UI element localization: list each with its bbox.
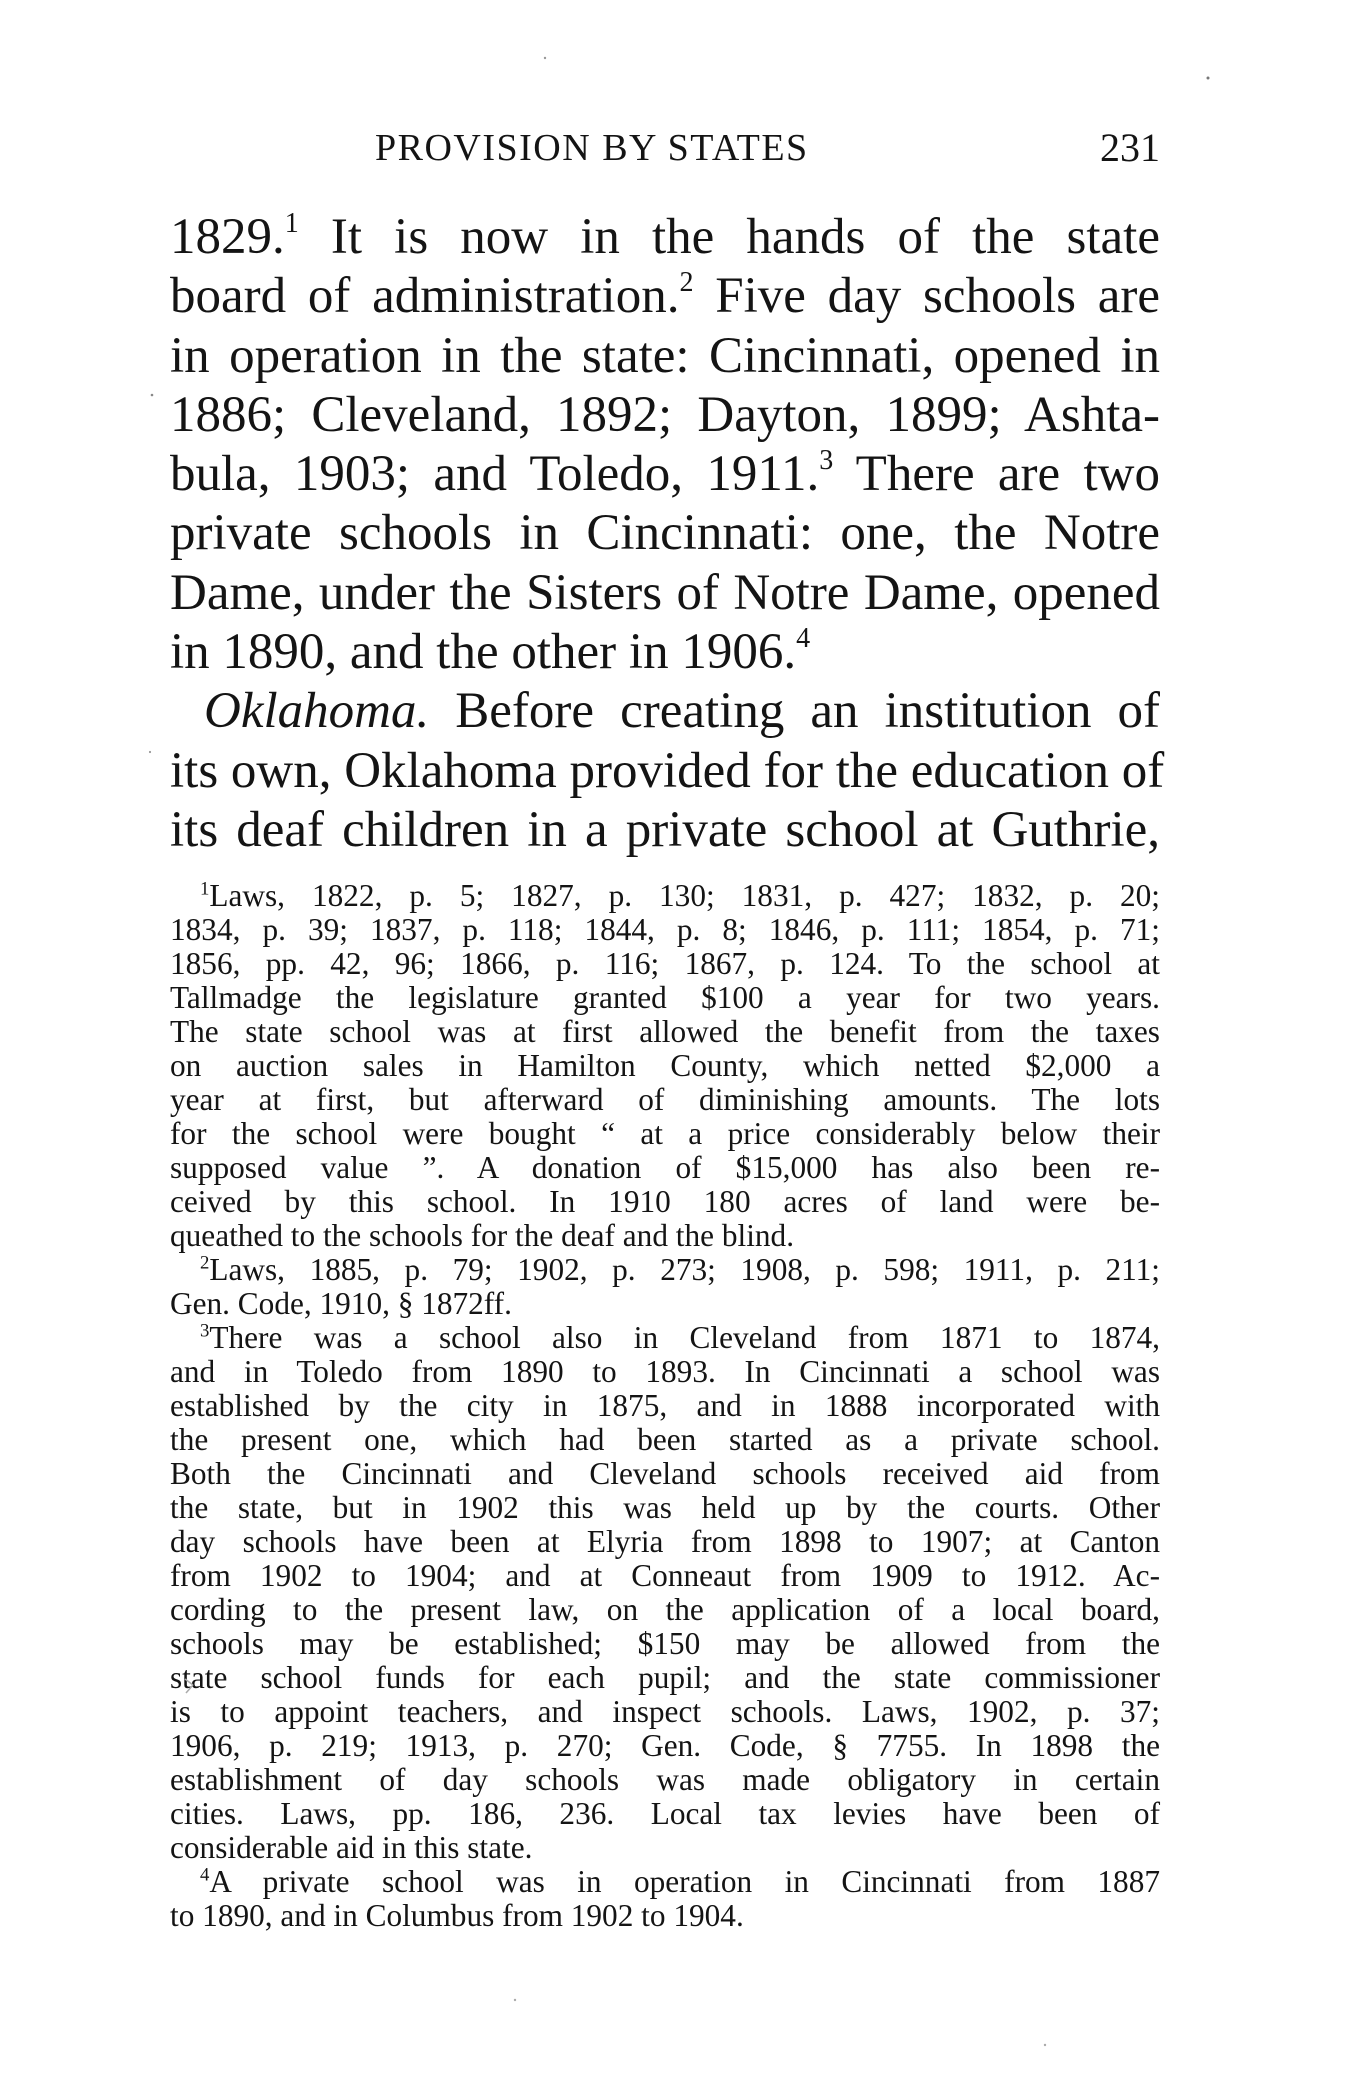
- body-text-run: Dame, under the Sisters of Notre Dame, opened: [170, 564, 1160, 621]
- running-head: [170, 118, 1160, 178]
- footnote-line: [170, 947, 1160, 981]
- footnote-line: [170, 1321, 1160, 1355]
- footnote-text: Laws, 1885, p. 79; 1902, p. 273; 1908, p. 598; 1911, p. 211;: [209, 1252, 1160, 1287]
- footnote-reference: 4: [796, 623, 811, 655]
- footnote-text: established by the city in 1875, and in 1888 incorporated with: [170, 1388, 1160, 1423]
- body-line: [170, 682, 1160, 741]
- footnote-text: the state, but in 1902 this was held up by the courts. Other: [170, 1490, 1160, 1525]
- footnote-text: for the school were bought “ at a price considerably below their: [170, 1116, 1160, 1151]
- body-line: [170, 327, 1160, 386]
- footnote-number: 2: [200, 1252, 210, 1274]
- section-heading: Oklahoma.: [204, 683, 430, 740]
- footnote-text: to 1890, and in Columbus from 1902 to 1904.: [170, 1898, 744, 1933]
- footnote-text: schools may be established; $150 may be allowed from the: [170, 1626, 1160, 1661]
- footnote-line: [170, 1695, 1160, 1729]
- footnote-text: A private school was in operation in Cincinnati from 1887: [209, 1864, 1160, 1899]
- speck: [149, 751, 151, 753]
- footnote-line: [170, 1559, 1160, 1593]
- footnote-number: 3: [200, 1320, 210, 1342]
- body-text-run: Before creating an institution of: [429, 683, 1160, 740]
- body-line: [170, 386, 1160, 445]
- speck: [151, 394, 154, 397]
- footnotes: [170, 879, 1160, 1933]
- footnote-line: [170, 1899, 1160, 1933]
- page-number: 231: [1100, 125, 1160, 170]
- footnote-text: Tallmadge the legislature granted $100 a year for two years.: [170, 980, 1160, 1015]
- footnote-text: is to appoint teachers, and inspect schools. Laws, 1902, p. 37;: [170, 1694, 1160, 1729]
- footnote-text: cities. Laws, pp. 186, 236. Local tax levies have been of: [170, 1796, 1160, 1831]
- footnote-line: [170, 1083, 1160, 1117]
- body-text-run: It is now in the hands of the state: [298, 209, 1160, 265]
- footnote-line: [170, 1219, 1160, 1253]
- body-text-run: board of administration.: [170, 268, 680, 325]
- body-text-run: private schools in Cincinnati: one, the Notre: [170, 505, 1160, 562]
- body-text-run: 1886; Cleveland, 1892; Dayton, 1899; Ashta-: [170, 386, 1160, 443]
- footnote-line: [170, 1253, 1160, 1287]
- footnote-reference: 1: [284, 207, 299, 239]
- footnote-text: Laws, 1822, p. 5; 1827, p. 130; 1831, p. 427; 1832, p. 20;: [209, 878, 1160, 913]
- footnote-line: [170, 913, 1160, 947]
- footnote-line: [170, 1015, 1160, 1049]
- body-line: [170, 445, 1160, 504]
- body-text-run: bula, 1903; and Toledo, 1911.: [170, 446, 820, 503]
- footnote-text: establishment of day schools was made obligatory in certain: [170, 1762, 1160, 1797]
- footnote-reference: 3: [819, 445, 834, 477]
- footnote-line: [170, 1287, 1160, 1321]
- footnote-line: [170, 1525, 1160, 1559]
- footnote-text: queathed to the schools for the deaf and the blind.: [170, 1218, 795, 1253]
- footnote-text: on auction sales in Hamilton County, which netted $2,000 a: [170, 1048, 1160, 1083]
- footnote-text: Both the Cincinnati and Cleveland schools received aid from: [170, 1456, 1160, 1491]
- body-line: [170, 504, 1160, 563]
- footnote-text: from 1902 to 1904; and at Conneaut from 1909 to 1912. Ac-: [170, 1558, 1160, 1593]
- footnote-text: considerable aid in this state.: [170, 1830, 533, 1865]
- body-text-run: in operation in the state: Cincinnati, opened in: [170, 327, 1160, 384]
- footnote-text: state school funds for each pupil; and the state commissioner: [170, 1660, 1160, 1695]
- body-text-run: its deaf children in a private school at Guthrie,: [170, 801, 1160, 858]
- footnote-line: [170, 1389, 1160, 1423]
- footnote-line: [170, 1151, 1160, 1185]
- footnote-text: There was a school also in Cleveland from 1871 to 1874,: [209, 1320, 1160, 1355]
- footnote-line: [170, 1729, 1160, 1763]
- body-text-run: 1829.: [170, 209, 285, 265]
- footnote-text: The state school was at first allowed the benefit from the taxes: [170, 1014, 1160, 1049]
- footnote-line: [170, 1797, 1160, 1831]
- footnote-line: [170, 879, 1160, 913]
- body-line: [170, 267, 1160, 326]
- footnote-line: [170, 1593, 1160, 1627]
- speck: [1044, 2044, 1046, 2046]
- body-text-run: There are two: [833, 446, 1160, 503]
- footnote-line: [170, 1457, 1160, 1491]
- footnote-line: [170, 1831, 1160, 1865]
- body-text: [170, 207, 1165, 860]
- running-head-title: PROVISION BY STATES: [375, 127, 809, 169]
- footnote-text: 1856, pp. 42, 96; 1866, p. 116; 1867, p. 124. To the school at: [170, 946, 1160, 981]
- speck: [544, 57, 546, 59]
- footnote-reference: 2: [679, 267, 694, 299]
- body-text-run: Five day schools are: [693, 268, 1160, 325]
- speck: [514, 1999, 516, 2001]
- body-text-run: in 1890, and the other in 1906.: [170, 624, 797, 681]
- footnote-line: [170, 1763, 1160, 1797]
- body-line: [170, 564, 1160, 623]
- footnote-line: [170, 1627, 1160, 1661]
- footnote-line: [170, 1865, 1160, 1899]
- footnote-text: the present one, which had been started as a private school.: [170, 1422, 1160, 1457]
- footnote-line: [170, 1185, 1160, 1219]
- body-line: [170, 208, 1160, 267]
- speck: [1207, 77, 1210, 80]
- body-text-run: its own, Oklahoma provided for the education of: [170, 742, 1165, 799]
- footnote-text: 1906, p. 219; 1913, p. 270; Gen. Code, § 7755. In 1898 the: [170, 1728, 1160, 1763]
- footnote-number: 4: [200, 1864, 210, 1886]
- body-line: [170, 623, 1160, 682]
- footnote-text: supposed value ”. A donation of $15,000 has also been re-: [170, 1150, 1160, 1185]
- body-line: [170, 742, 1165, 801]
- footnote-text: year at first, but afterward of diminishing amounts. The lots: [170, 1082, 1160, 1117]
- footnote-line: [170, 981, 1160, 1015]
- footnote-line: [170, 1355, 1160, 1389]
- footnote-number: 1: [200, 878, 210, 900]
- footnote-line: [170, 1049, 1160, 1083]
- footnote-line: [170, 1491, 1160, 1525]
- footnote-text: and in Toledo from 1890 to 1893. In Cincinnati a school was: [170, 1354, 1160, 1389]
- footnote-text: cording to the present law, on the application of a local board,: [170, 1592, 1160, 1627]
- footnote-text: day schools have been at Elyria from 1898 to 1907; at Canton: [170, 1524, 1160, 1559]
- body-line: [170, 801, 1160, 860]
- footnote-text: ceived by this school. In 1910 180 acres of land were be-: [170, 1184, 1160, 1219]
- footnote-line: [170, 1423, 1160, 1457]
- footnote-text: Gen. Code, 1910, § 1872ff.: [170, 1286, 512, 1321]
- footnote-line: [170, 1117, 1160, 1151]
- footnote-line: [170, 1661, 1160, 1695]
- footnote-text: 1834, p. 39; 1837, p. 118; 1844, p. 8; 1846, p. 111; 1854, p. 71;: [170, 912, 1160, 947]
